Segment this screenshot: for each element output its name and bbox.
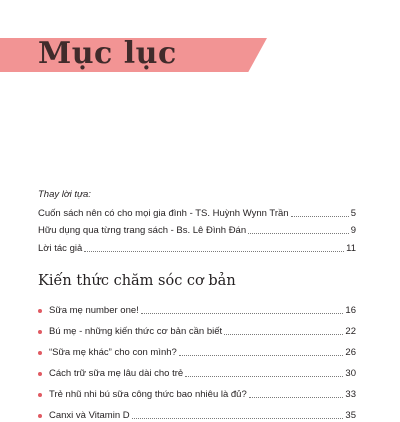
toc-entry-label: Canxi và Vitamin D	[49, 410, 130, 421]
toc-entry-page: 16	[345, 305, 356, 316]
bullet-icon	[38, 351, 42, 355]
toc-entry-page: 11	[346, 242, 356, 254]
bullet-icon	[38, 309, 42, 313]
toc-entry-label: Trẻ nhũ nhi bú sữa công thức bao nhiêu là đủ?	[49, 389, 247, 400]
dot-leader	[84, 250, 344, 252]
toc-entry-page: 30	[345, 368, 356, 379]
dot-leader	[248, 232, 349, 234]
dot-leader	[185, 375, 343, 377]
preface-heading: Thay lời tựa:	[38, 189, 91, 200]
bullet-icon	[38, 330, 42, 334]
toc-entry-label: Bú mẹ - những kiến thức cơ bản cần biết	[49, 326, 223, 337]
toc-entry[interactable]	[38, 338, 356, 359]
toc-entry[interactable]	[38, 380, 356, 401]
toc-entry-label: Lời tác giả	[38, 242, 83, 254]
toc-entry[interactable]	[38, 401, 356, 422]
toc-entry[interactable]	[38, 220, 356, 238]
toc-entry[interactable]	[38, 237, 356, 255]
toc-entry-page: 22	[345, 326, 356, 337]
toc-entry-label: Sữa mẹ number one!	[49, 305, 139, 316]
dot-leader	[132, 417, 344, 419]
toc-entry-page: 5	[350, 207, 356, 219]
toc-entry[interactable]	[38, 296, 356, 317]
dot-leader	[141, 312, 344, 314]
toc-entry-label: Hữu dụng qua từng trang sách - Bs. Lê Đình Đán	[38, 225, 247, 236]
toc-entry[interactable]	[38, 202, 356, 220]
bullet-icon	[38, 414, 42, 418]
toc-entry-page: 33	[345, 389, 356, 400]
section-title: Kiến thức chăm sóc cơ bản	[38, 273, 236, 289]
toc-entry-page: 9	[350, 225, 356, 236]
toc-entry-label: Cuốn sách nên có cho mọi gia đình - TS. Huỳnh Wynn Trần	[38, 207, 289, 219]
dot-leader	[249, 396, 344, 398]
toc-entry-page: 35	[345, 410, 356, 421]
page-title: Mục lục	[38, 36, 177, 71]
section-list	[38, 296, 356, 422]
toc-entry[interactable]	[38, 359, 356, 380]
bullet-icon	[38, 393, 42, 397]
toc-entry[interactable]	[38, 317, 356, 338]
toc-entry-page: 26	[345, 347, 356, 358]
dot-leader	[179, 354, 344, 356]
preface-list	[38, 202, 356, 255]
toc-entry-label: “Sữa mẹ khác” cho con mình?	[49, 347, 177, 358]
dot-leader	[224, 333, 343, 335]
toc-entry-label: Cách trữ sữa mẹ lâu dài cho trẻ	[49, 368, 184, 379]
dot-leader	[291, 215, 349, 217]
bullet-icon	[38, 372, 42, 376]
